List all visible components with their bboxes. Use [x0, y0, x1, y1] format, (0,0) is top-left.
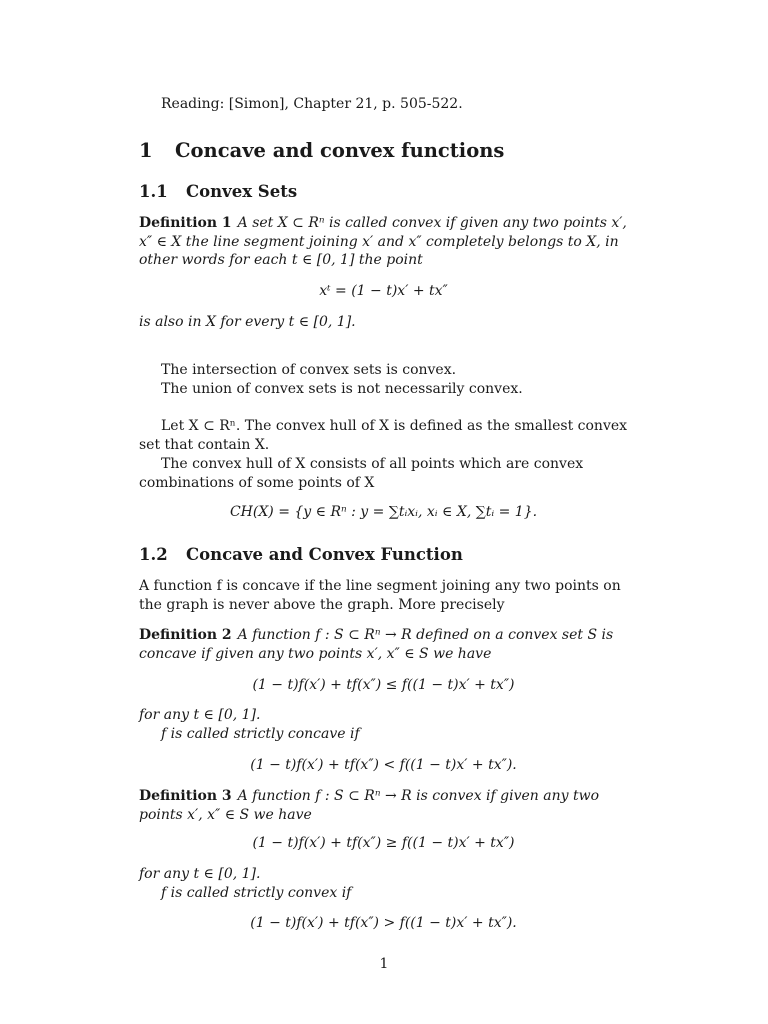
- subsection-heading-1-1: [139, 183, 628, 202]
- definition-2-for-any: for any t ∈ [0, 1].: [139, 707, 261, 723]
- definition-1: [139, 214, 628, 270]
- subsection-title: Concave and Convex Function: [186, 545, 463, 564]
- union-statement: The union of convex sets is not necessarily convex.: [161, 381, 523, 397]
- subsection-heading-1-2: [139, 546, 628, 565]
- definition-1-equation: xᵗ = (1 − t)x′ + tx″: [319, 283, 448, 299]
- definition-text: A set X ⊂ Rⁿ is called convex if given any two points x′, x″ ∈ X the line segment joining x′ and x″ completely belongs to X, in other words for each t ∈ [0, 1] the point: [139, 215, 627, 268]
- definition-3: [139, 787, 628, 824]
- definition-label: Definition 1: [139, 215, 232, 231]
- definition-3-for-any: for any t ∈ [0, 1].: [139, 866, 261, 882]
- convex-hull-paragraph: Let X ⊂ Rⁿ. The convex hull of X is defined as the smallest convex set that contain X.: [139, 418, 628, 453]
- definition-2-equation: (1 − t)f(x′) + tf(x″) ≤ f((1 − t)x′ + tx″): [252, 677, 515, 693]
- definition-text: A function f : S ⊂ Rⁿ → R is convex if given any two points x′, x″ ∈ S we have: [139, 788, 600, 823]
- page-number: 1: [379, 956, 389, 972]
- definition-2-strict-equation: (1 − t)f(x′) + tf(x″) < f((1 − t)x′ + tx″).: [250, 757, 517, 773]
- definition-1-after: is also in X for every t ∈ [0, 1].: [139, 314, 356, 330]
- subsection-number: 1.2: [139, 545, 168, 564]
- definition-text: A function f : S ⊂ Rⁿ → R defined on a convex set S is concave if given any two points x′, x″ ∈ S we have: [139, 627, 614, 662]
- definition-2: [139, 626, 628, 663]
- subsection-number: 1.1: [139, 182, 168, 201]
- section-title: Concave and convex functions: [175, 139, 505, 162]
- definition-label: Definition 3: [139, 788, 232, 804]
- concave-intro-paragraph: A function f is concave if the line segment joining any two points on the graph is never above the graph. More precisely: [139, 578, 621, 613]
- convex-hull-equation: CH(X) = {y ∈ Rⁿ : y = ∑tᵢxᵢ, xᵢ ∈ X, ∑tᵢ = 1}.: [229, 504, 538, 520]
- section-number: 1: [139, 139, 153, 162]
- definition-label: Definition 2: [139, 627, 232, 643]
- subsection-title: Convex Sets: [186, 182, 298, 201]
- convex-combinations-paragraph: The convex hull of X consists of all points which are convex combinations of some points of X: [139, 456, 584, 491]
- section-heading-1: [139, 139, 628, 162]
- definition-3-equation: (1 − t)f(x′) + tf(x″) ≥ f((1 − t)x′ + tx″): [252, 835, 515, 851]
- definition-2-strict: f is called strictly concave if: [161, 726, 360, 742]
- intersection-statement: The intersection of convex sets is convex.: [161, 362, 457, 378]
- definition-3-strict-equation: (1 − t)f(x′) + tf(x″) > f((1 − t)x′ + tx″).: [250, 915, 517, 931]
- definition-3-strict: f is called strictly convex if: [161, 885, 352, 901]
- reading-line: Reading: [Simon], Chapter 21, p. 505-522.: [161, 96, 463, 112]
